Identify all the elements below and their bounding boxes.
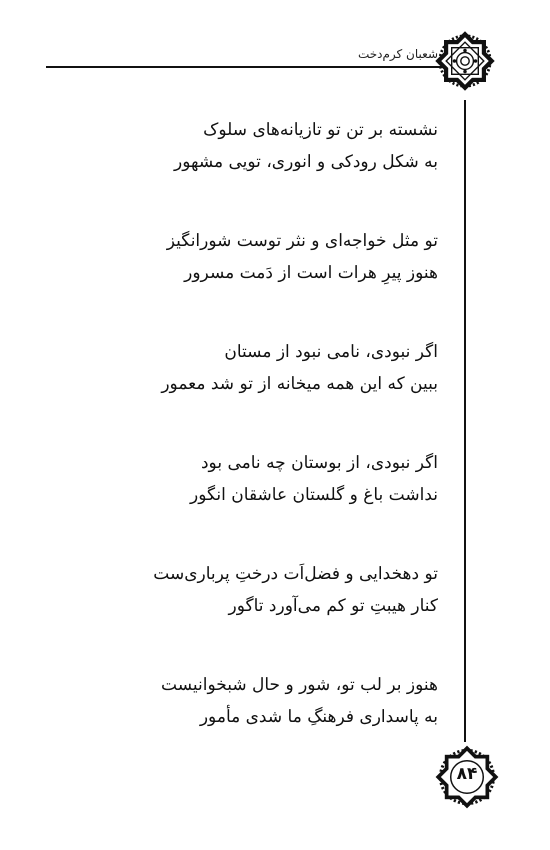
poem-stanza (108, 225, 438, 289)
poem-stanza (108, 669, 438, 733)
poem-stanza (108, 114, 438, 178)
poem-stanza (108, 447, 438, 511)
poem-line: اگر نبودی، از بوستان چه نامی بود (200, 453, 438, 473)
poem-line: هنوز پیرِ هرات است از دَمت مسرور (184, 263, 438, 283)
poem-stanza (108, 558, 438, 622)
margin-vertical-rule (464, 100, 466, 742)
poem-line: هنوز بر لب تو، شور و حال شبخوانیست (161, 675, 438, 695)
poem-line: نشسته بر تن تو تازیانه‌های سلوک (203, 120, 438, 140)
poem-line: به شکل رودکی و انوری، تویی مشهور (174, 152, 438, 172)
poem-line: ببین که این همه میخانه از تو شد معمور (161, 374, 438, 394)
page-number: ۸۴ (456, 764, 478, 784)
poem (108, 114, 438, 780)
poem-line: به پاسداری فرهنگِ ما شدی مأمور (199, 707, 438, 727)
running-head: شعبان کرم‌دخت (357, 47, 438, 61)
floral-ornament-icon (430, 26, 500, 96)
poem-line: اگر نبودی، نامی نبود از مستان (224, 342, 438, 362)
poem-stanza (108, 336, 438, 400)
poem-line: تو مثل خواجه‌ای و نثر توست شورانگیز (166, 231, 438, 251)
poem-line: تو دهخدایی و فضل‌اَت درختِ پرباری‌ست (153, 564, 438, 584)
poem-line: کنار هیبتِ تو کم می‌آورد تاگور (228, 596, 438, 616)
poem-line: نداشت باغ و گلستان عاشقان انگور (190, 485, 438, 505)
header-rule (46, 66, 444, 68)
